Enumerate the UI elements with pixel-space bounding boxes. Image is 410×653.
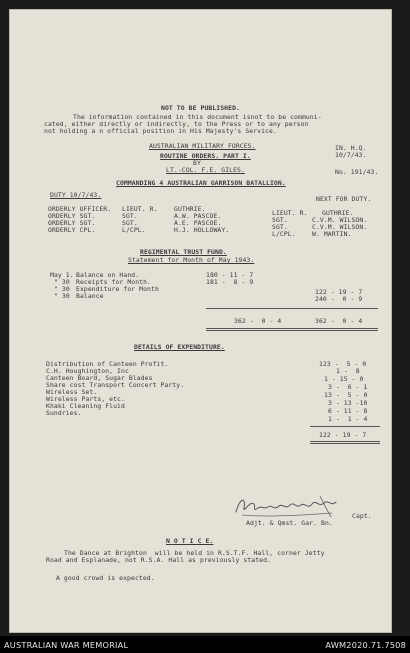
expense-2-amount: 1 - 8 (336, 367, 360, 375)
next-rank-4: L/CPL. (272, 230, 296, 238)
expense-7-amount: 6 - 11 - 8 (328, 407, 368, 415)
notice-line-4-text: A good crowd is expected. (56, 574, 155, 582)
notice-line-1-text: The Dance at Brighton will be held in R.S.T.F. Hall, corner Jetty (64, 549, 325, 557)
next-for-duty-label: NEXT FOR DUTY. (316, 195, 372, 203)
restriction-heading: NOT TO BE PUBLISHED. (161, 104, 240, 112)
duty-rank-2: SGT. (122, 212, 138, 220)
expense-4-amount: 3 - 6 - 1 (328, 383, 368, 391)
document-page (10, 10, 391, 632)
archive-reference: AWM2020.71.7508 (325, 640, 406, 650)
next-rank-1: LIEUT. R. (272, 209, 308, 217)
fund-row-2-amount: 181 - 8 - 9 (206, 278, 254, 286)
expense-6-desc: Wireless Parts, etc. (46, 395, 125, 403)
expense-1-amount: 123 - 5 - 0 (319, 360, 367, 368)
duty-role-4: ORDERLY CPL. (48, 226, 96, 234)
ref-date: 10/7/43. (335, 151, 367, 159)
fund-title: REGIMENTAL TRUST FUND. (140, 248, 227, 256)
fund-row-3-desc: Expenditure for Month (76, 285, 159, 293)
fund-rule-2 (206, 328, 378, 329)
by-label: BY (193, 159, 201, 167)
notice-line-3: not holding a n official position in His Majesty's Service. (44, 127, 277, 135)
fund-row-4-amount: 240 - 0 - 9 (315, 295, 363, 303)
notice-line-1: The information contained in this document isnot to be communi- (73, 113, 322, 121)
fund-total-2: 362 - 0 - 4 (315, 317, 363, 325)
fund-rule-3 (206, 330, 378, 331)
fund-row-1-date: May 1. (50, 271, 74, 279)
duty-name-2: A.W. PASCOE. (174, 212, 222, 220)
duty-role-2: ORDERLY SGT. (48, 212, 96, 220)
expense-6-amount: 3 - 13 -10 (328, 399, 368, 407)
expense-8-desc: Sundries. (46, 409, 82, 417)
fund-total-1: 362 - 0 - 4 (234, 317, 282, 325)
ref-hq: IN. H.Q. (335, 144, 367, 152)
notice-line-2: cated, either directly or indirectly, to the Press or to any person (44, 120, 309, 128)
duty-rank-4: L/CPL. (122, 226, 146, 234)
next-name-1: GUTHRIE. (322, 209, 354, 217)
next-rank-2: SGT. (272, 216, 288, 224)
duty-role-3: ORDERLY SGT. (48, 219, 96, 227)
expenditure-total: 122 - 19 - 7 (319, 431, 367, 439)
duty-name-1: GUTHRIE. (174, 205, 206, 213)
duty-name-4: H.J. HOLLOWAY. (174, 226, 230, 234)
notice-line-2-text: Road and Esplanade, not R.S.A. Hall as previously stated. (46, 556, 272, 564)
duty-rank-3: SGT. (122, 219, 138, 227)
signatory-appointment: Adjt. & Qmst. Gar. Bn. (246, 519, 333, 527)
commander-name: LT.-COL. F.E. GILES. (166, 166, 245, 174)
expense-5-desc: Wireless Set. (46, 388, 98, 396)
notice-title: N O T I C E. (166, 537, 214, 545)
next-rank-3: SGT. (272, 223, 288, 231)
signature-image (232, 490, 350, 520)
duty-role-1: ORDERLY OFFICER. (48, 205, 112, 213)
expense-1-desc: Distribution of Canteen Profit. (46, 360, 169, 368)
fund-row-2-desc: Receipts for Month. (76, 278, 152, 286)
fund-row-3-amount: 122 - 19 - 7 (315, 288, 363, 296)
duty-rank-1: LIEUT. R. (122, 205, 158, 213)
duty-date: DUTY 10/7/43. (50, 191, 102, 199)
expense-7-desc: Khaki Cleaning Fluid (46, 402, 125, 410)
expenditure-title: DETAILS OF EXPENDITURE. (134, 343, 225, 351)
expenditure-rule-3 (310, 443, 380, 444)
next-name-2: C.V.M. WILSON. (312, 216, 368, 224)
fund-rule-1 (206, 308, 378, 309)
expense-4-desc: Share cost Transport Concert Party. (46, 381, 185, 389)
expense-2-desc: C.H. Houghington, Inc (46, 367, 129, 375)
orders-title: ROUTINE ORDERS. PART I. (160, 152, 251, 160)
fund-row-1-desc: Balance on Hand. (76, 271, 140, 279)
unit-title: COMMANDING 4 AUSTRALIAN GARRISON BATALLION. (116, 179, 286, 187)
fund-subtitle: Statement for Month of May 1943. (128, 256, 255, 264)
fund-row-3-date: " 30 (54, 285, 70, 293)
fund-row-1-amount: 180 - 11 - 7 (206, 271, 254, 279)
archive-name: AUSTRALIAN WAR MEMORIAL (4, 640, 129, 650)
signatory-rank: Capt. (352, 512, 372, 520)
expenditure-rule-2 (310, 441, 380, 442)
force-title: AUSTRALIAN MILITARY FORCES. (149, 142, 256, 150)
expense-5-amount: 13 - 5 - 0 (324, 391, 368, 399)
expense-8-amount: 1 - 1 - 4 (328, 415, 368, 423)
expense-3-amount: 1 - 15 - 0 (324, 375, 364, 383)
expenditure-rule-1 (310, 426, 380, 427)
expense-3-desc: Canteen Board, Sugar Blades (46, 374, 153, 382)
next-name-4: W. MARTIN. (312, 230, 352, 238)
next-name-3: C.V.M. WILSON. (312, 223, 368, 231)
fund-row-4-desc: Balance (76, 292, 104, 300)
fund-row-2-date: " 30 (54, 278, 70, 286)
duty-name-3: A.E. PASCOE. (174, 219, 222, 227)
order-number: No. 191/43. (335, 168, 379, 176)
fund-row-4-date: " 30 (54, 292, 70, 300)
archive-footer (0, 636, 410, 653)
